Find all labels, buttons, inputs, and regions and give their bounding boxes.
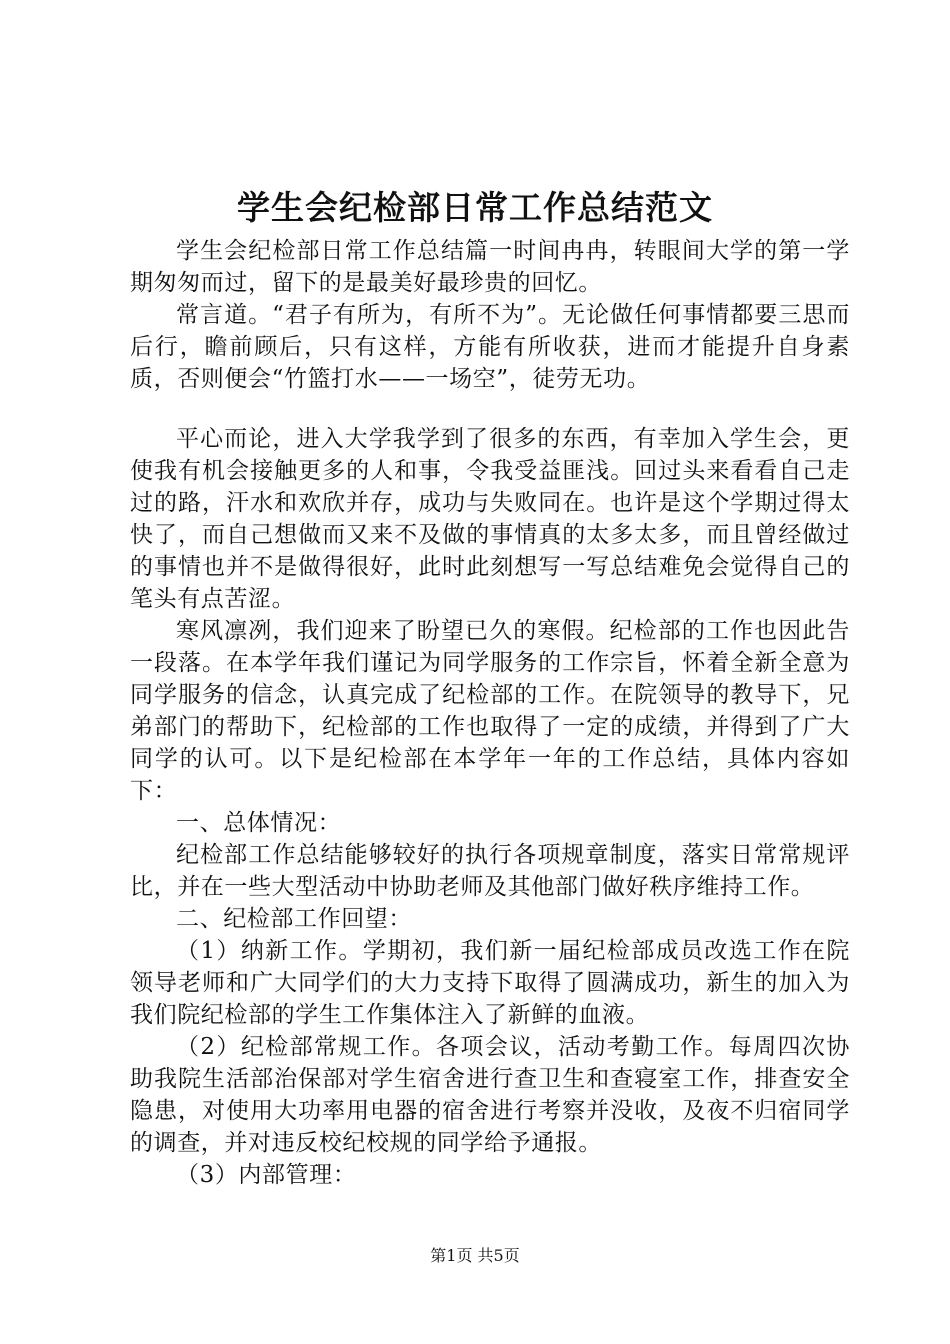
paragraph-2: 常言道。“君子有所为，有所不为”。无论做任何事情都要三思而后行，瞻前顾后，只有这样，方能有所收获，进而才能提升自身素质，否则便会“竹篮打水——一场空”，徒劳无功。 — [130, 302, 850, 392]
document-body — [130, 235, 850, 1191]
paragraph-6: （1）纳新工作。学期初，我们新一届纪检部成员改选工作在院领导老师和广大同学们的大力支持下取得了圆满成功，新生的加入为我们院纪检部的学生工作集体注入了新鲜的血液。 — [130, 938, 850, 1028]
document-title: 学生会纪检部日常工作总结范文 — [237, 188, 713, 227]
paragraph-4: 寒风凛冽，我们迎来了盼望已久的寒假。纪检部的工作也因此告一段落。在本学年我们谨记为同学服务的工作宗旨，怀着全新全意为同学服务的信念，认真完成了纪检部的工作。在院领导的教导下，兄弟部门的帮助下，纪检部的工作也取得了一定的成绩，并得到了广大同学的认可。以下是纪检部在本学年一年的工作总结，具体内容如下： — [130, 618, 850, 804]
paragraph-3: 平心而论，进入大学我学到了很多的东西，有幸加入学生会，更使我有机会接触更多的人和事，令我受益匪浅。回过头来看看自己走过的路，汗水和欢欣并存，成功与失败同在。也许是这个学期过得太快了，而自己想做而又来不及做的事情真的太多太多，而且曾经做过的事情也并不是做得很好，此时此刻想写一写总结难免会觉得自己的笔头有点苦涩。 — [130, 426, 850, 612]
section-heading-2: 二、纪检部工作回望： — [176, 906, 412, 932]
paragraph-7: （2）纪检部常规工作。各项会议，活动考勤工作。每周四次协助我院生活部治保部对学生宿舍进行查卫生和查寝室工作，排查安全隐患，对使用大功率用电器的宿舍进行考察并没收，及夜不归宿同学的调查，并对违反校纪校规的同学给予通报。 — [130, 1034, 850, 1156]
paragraph-8: （3）内部管理： — [176, 1162, 357, 1188]
section-heading-1: 一、总体情况： — [176, 810, 342, 836]
page-footer: 第1页 共5页 — [430, 1246, 520, 1265]
paragraph-5: 纪检部工作总结能够较好的执行各项规章制度，落实日常常规评比，并在一些大型活动中协助老师及其他部门做好秩序维持工作。 — [130, 842, 850, 900]
paragraph-1: 学生会纪检部日常工作总结篇一时间冉冉，转眼间大学的第一学期匆匆而过，留下的是最美好最珍贵的回忆。 — [130, 238, 850, 296]
